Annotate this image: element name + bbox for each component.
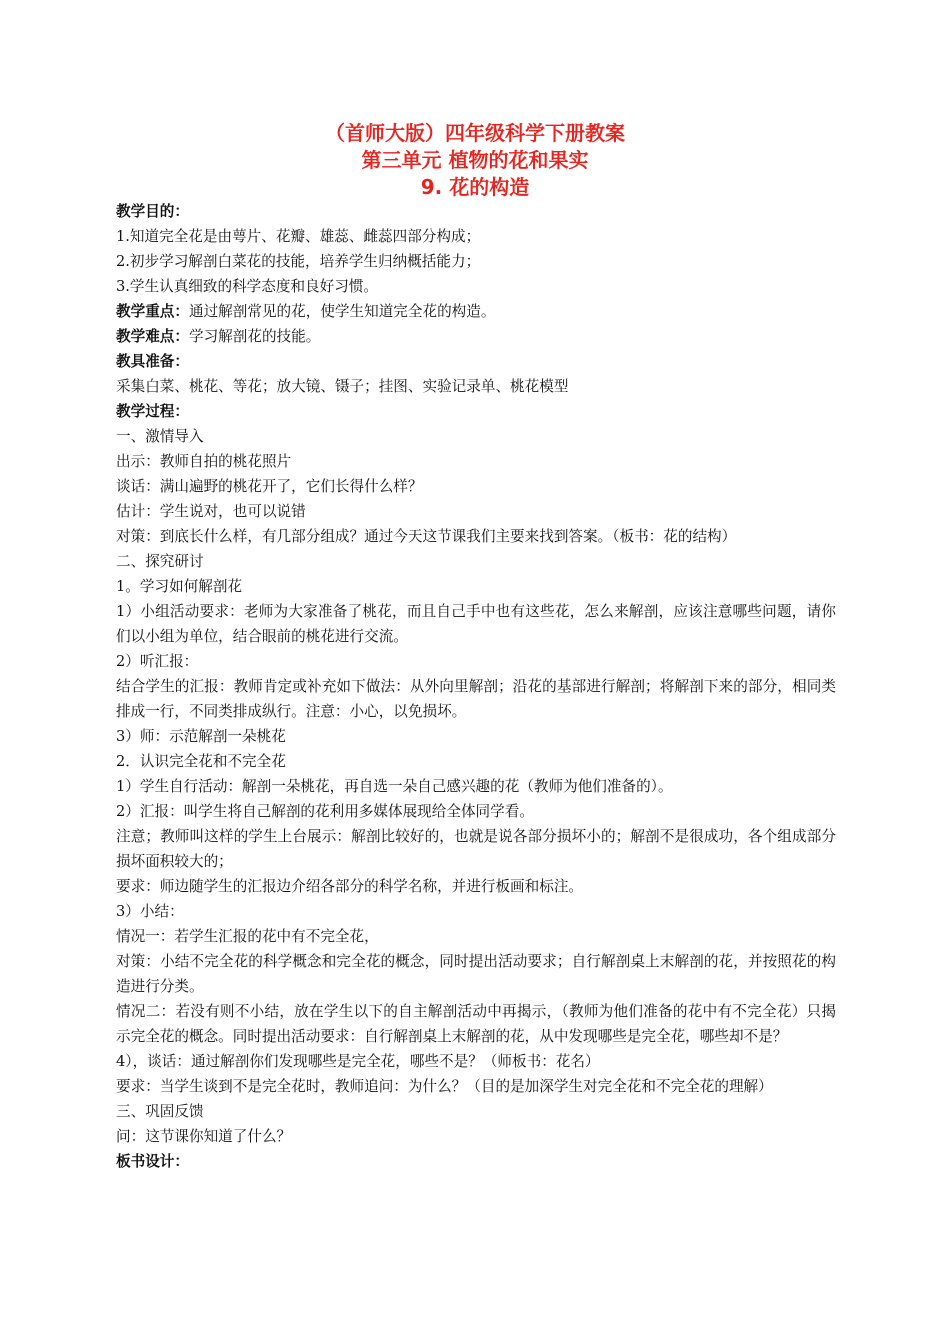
process-line: 3）小结：	[116, 903, 184, 920]
goal-item: 2.初步学习解剖白菜花的技能，培养学生归纳概括能力；	[116, 253, 481, 270]
process-line: 问：这节课你知道了什么？	[116, 1128, 292, 1145]
process-line: 1）学生自行活动：解剖一朵桃花，再自选一朵自己感兴趣的花（教师为他们准备的）。	[116, 778, 673, 795]
process-line: 出示：教师自拍的桃花照片	[116, 453, 292, 470]
process-line: 1）小组活动要求：老师为大家准备了桃花，而且自己手中也有这些花，怎么来解剖，应该注意哪些问题，请你们以小组为单位，结合眼前的桃花进行交流。	[116, 603, 836, 645]
process-line: 情况一：若学生汇报的花中有不完全花，	[116, 928, 379, 945]
key-point	[116, 299, 836, 324]
process-line: 2）汇报：叫学生将自己解剖的花利用多媒体展现给全体同学看。	[116, 803, 534, 820]
heading-prep: 教具准备：	[116, 353, 189, 370]
process-line: 谈话：满山遍野的桃花开了，它们长得什么样？	[116, 478, 423, 495]
difficult-point	[116, 324, 836, 349]
title-block	[0, 120, 950, 201]
process-line: 对策：小结不完全花的科学概念和完全花的概念，同时提出活动要求；自行解剖桌上末解剖的花，并按照花的构造进行分类。	[116, 953, 836, 995]
prep-text: 采集白菜、桃花、等花；放大镜、镊子；挂图、实验记录单、桃花模型	[116, 378, 569, 395]
process-line: 对策：到底长什么样，有几部分组成？通过今天这节课我们主要来找到答案。（板书：花的结构）	[116, 528, 737, 545]
heading-board: 板书设计：	[116, 1153, 189, 1170]
process-line: 结合学生的汇报：教师肯定或补充如下做法：从外向里解剖；沿花的基部进行解剖；将解剖下来的部分，相同类排成一行，不同类排成纵行。注意：小心，以免损坏。	[116, 678, 836, 720]
key-point-text: 通过解剖常见的花，使学生知道完全花的构造。	[188, 303, 496, 320]
key-point-label: 教学重点：	[116, 303, 189, 320]
process-line: 估计：学生说对，也可以说错	[116, 503, 306, 520]
process-line: 3）师：示范解剖一朵桃花	[116, 728, 286, 745]
process-line: 1。学习如何解剖花	[116, 578, 243, 595]
process-line: 情况二：若没有则不小结，放在学生以下的自主解剖活动中再揭示，（教师为他们准备的花中有不完全花）只揭示完全花的概念。同时提出活动要求：自行解剖桌上末解剖的花，从中发现哪些是完全花，哪些却不是？	[116, 1003, 836, 1045]
document-body	[116, 199, 836, 1174]
process-line: 2．认识完全花和不完全花	[116, 753, 286, 770]
lesson-title: 9. 花的构造	[420, 175, 530, 199]
process-line: 注意；教师叫这样的学生上台展示：解剖比较好的，也就是说各部分损坏小的；解剖不是很成功，各个组成部分损坏面积较大的；	[116, 828, 836, 870]
goal-item: 3.学生认真细致的科学态度和良好习惯。	[116, 278, 379, 295]
process-line: 4），谈话：通过解剖你们发现哪些是完全花，哪些不是？（师板书：花名）	[116, 1053, 600, 1070]
unit-title: 第三单元 植物的花和果实	[361, 148, 589, 172]
process-line: 要求：当学生谈到不是完全花时，教师追问：为什么？（目的是加深学生对完全花和不完全花的理解）	[116, 1078, 773, 1095]
doc-title: （首师大版）四年级科学下册教案	[325, 121, 625, 145]
difficult-point-label: 教学难点：	[116, 328, 189, 345]
goal-item: 1.知道完全花是由萼片、花瓣、雄蕊、雌蕊四部分构成；	[116, 228, 481, 245]
difficult-point-text: 学习解剖花的技能。	[188, 328, 321, 345]
process-line: 2）听汇报：	[116, 653, 199, 670]
heading-process: 教学过程：	[116, 403, 189, 420]
process-line: 二、探究研讨	[116, 553, 204, 570]
process-line: 一、激情导入	[116, 428, 204, 445]
process-line: 要求：师边随学生的汇报边介绍各部分的科学名称，并进行板画和标注。	[116, 878, 584, 895]
process-line: 三、巩固反馈	[116, 1103, 204, 1120]
heading-goals: 教学目的：	[116, 203, 189, 220]
